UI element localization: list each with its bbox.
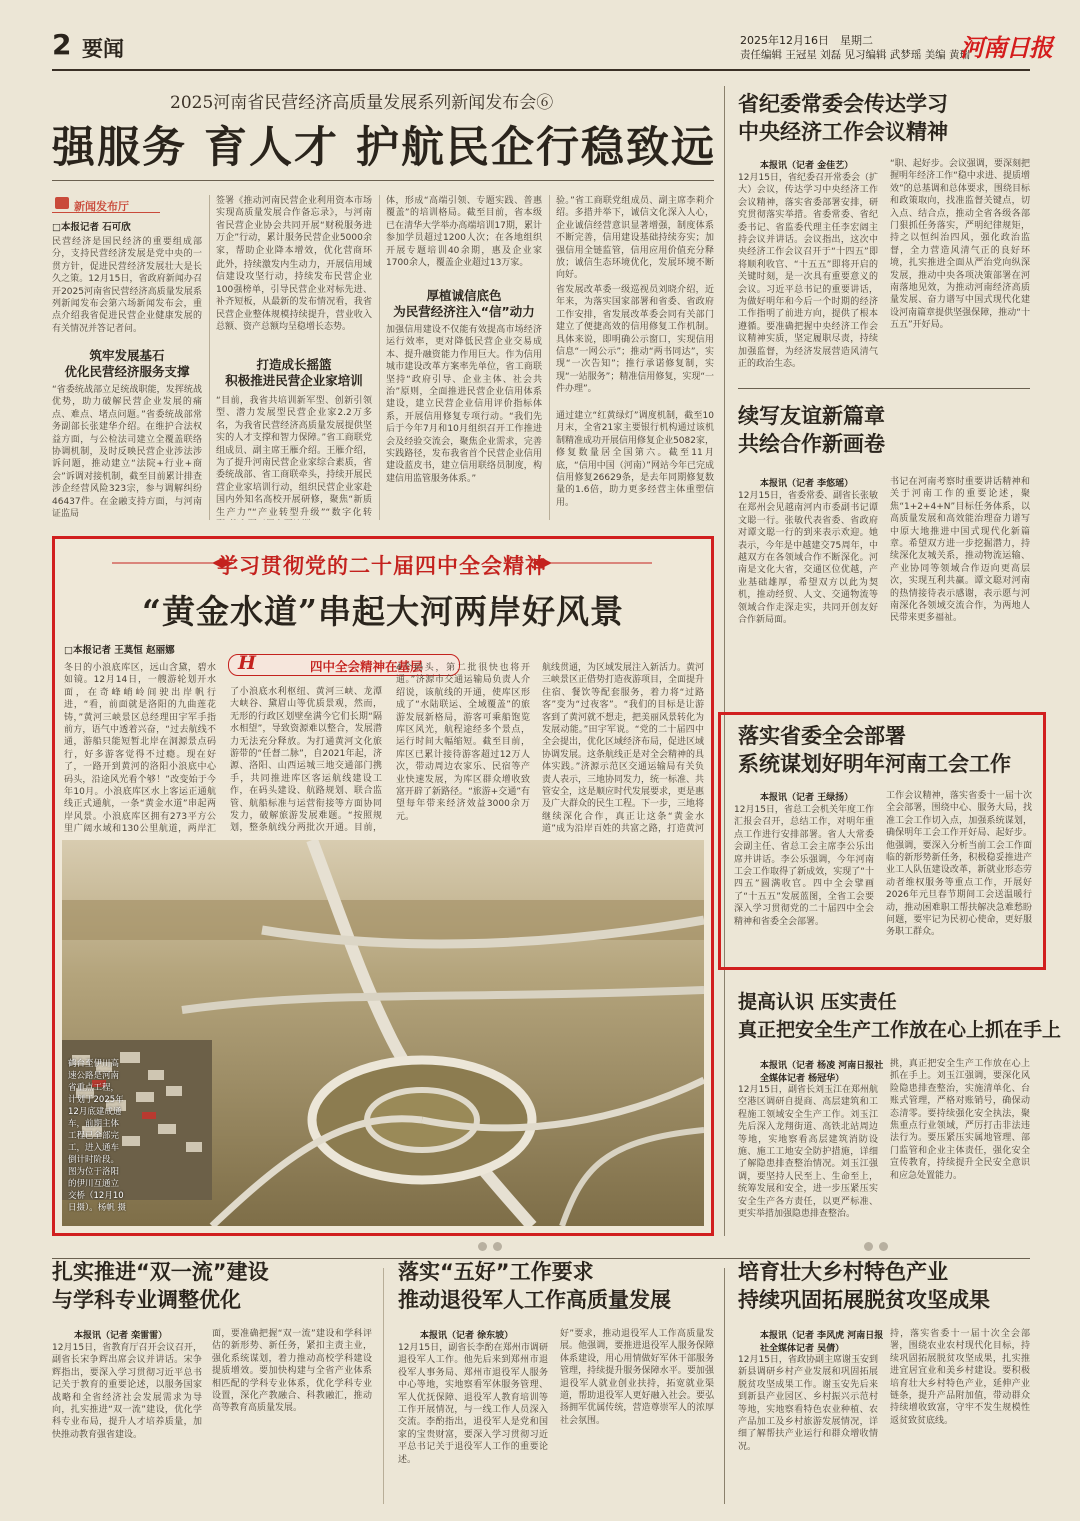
story4-col2: 挑，真正把安全生产工作放在心上抓在手上。刘玉江强调，要深化风险隐患排查整治，实施清单化、台账式管理，严格对账销号，确保动态清零。要持续强化安全执法，聚焦重点行业领域，严厉打击非法违法行为。要压紧压实属地管理、部门监管和企业主体责任，强化安全宣传教育，持续提升全民安全意识和应急处置能力。: [890, 1059, 1030, 1181]
lead-col3-para2: 加强信用建设不仅能有效提高市场经济运行效率，更对降低民营企业交易成本、提升融资能力作用巨大。作为信用城市建设改革方案率先单位，省工商联坚持“政府引导、企业主体、社会共治”原则，全面推进民营企业信用体系建设，建立民营企业信用评价指标体系，开展信用修复专项行动。“我们先后于今年7月和10月组织召开工作推进会及经验交流会，聚焦企业需求，完善实践路径，发布我省首个民营企业信用建设蓝皮书，建立信用联络员制度，构建信用监管服务体系。”: [386, 325, 542, 484]
page-dots-feature: [478, 1242, 502, 1251]
story3-byline: 本报讯（记者 王绿扬）: [760, 793, 854, 803]
page-dot: [864, 1242, 873, 1251]
lead-col2-para1: 签署《推动河南民营企业利用资本市场实现高质量发展合作备忘录》，与河南省民营企业协会共同开展“财税服务进万企”行动，累计服务民营企业5000余家，帮助企业降本增效，优化营商环: [216, 196, 372, 256]
story3-col2: 工作会议精神，落实省委十一届十次全会部署，围绕中心、服务大局，找准工会工作切入点，加强系统谋划，确保明年工会工作开好局、起好步。他强调，要深入分析当前工会工作面临的新形势新任务，积极稳妥推进产业工人队伍建设改革，新就业形态劳动者维权服务等重点工作，开展好2026年元旦春节期间工会送温暖行动，推动困难职工帮扶解决急难愁盼问题，要牢记为民初心使命，更好服务职工群众。: [886, 791, 1032, 938]
newspaper-logo: 河南日报: [960, 33, 1052, 62]
interchange-aerial-photo: [62, 840, 704, 1226]
section-name: 要闻: [82, 37, 124, 61]
story2-byline: 本报讯（记者 李悠瑶）: [760, 479, 854, 489]
lead-col1-para1: 民营经济是国民经济的重要组成部分，支持民营经济发展是党中央的一贯方针，促进民营经济发展壮大是长久之策。12月15日，省政府新闻办召开2025河南省民营经济高质量发展系列新闻发布会第六场新闻发布会，重点介绍我省促进民营企业健康发展的有关情况并答记者问。: [52, 237, 202, 334]
column-divider: [379, 195, 380, 520]
lead-col2-para3: “目前，我省共培训新军型、创新引领型、潜力发展型民营企业家2.2万多名，为我省民营经济高质量发展提供坚实的人才支撑和智力保障。”省工商联党组成员、副主席王雁介绍。王雁介绍，为了提升河南民营企业家综合素质，省委统战部、省工商联牵头，持续开展民营企业家培训行动，组织民营企业家赴国内外知名高校开展研修，聚焦“新质生产力”“产业转型升级”“数字化转: [216, 396, 372, 518]
feature-col1: 冬日的小浪底库区，远山含黛，碧水如镜。12月14日，一艘游轮划开水面，在奇峰峭岭间驶出岸帆行进，“看，前面就是洛阳的九曲莲花铸，”黄河三峡景区总经理田宇军手指前方，语气中透着兴奋，“过去航线不通，游船只能短暂北岸在洞源景点码行，好多游客觉得不过瘾。现在好了，一路开到黄河的洛阳小浪底中心码头，沿途风光看个够！”改变始于今年10月。小浪底库区水上客运正通航线正式通航，一条“黄金水道”串起两岸风景。小浪底库区拥有273平方公里广阔水域和130公里航道，两岸汇: [64, 663, 216, 834]
bottom3-col1: 12月15日，省政协副主席谢玉安到新县调研乡村产业发展和巩固拓展脱贫攻坚成果工作。谢玉安先后来到新县产业园区、乡村振兴示范村等地，实地察看特色农业种植、农产品加工及乡村旅游发展情况，详细了解帮扶产业运行和群众增收情况。: [738, 1355, 878, 1452]
story-separator: [738, 388, 1030, 389]
page-dot: [478, 1242, 487, 1251]
masthead-rule: [52, 69, 1030, 71]
lead-col1-subhead: 筑牢发展基石 优化民营经济服务支撑: [64, 348, 190, 379]
lead-col4-para3: 通过建立“红黄绿灯”调度机制，截至10月末，全省21家主要银行机构通过该机制精准成功开展信用修复企业5082家，修复数量居全国第六。截至11月底，“信用中国（河南）”网站今年已完成信用修复26629条，是去年同期修复数量的1.6倍，助力更多经营主体重塑信用。: [556, 411, 714, 508]
lead-headline[interactable]: 强服务 育人才 护航民企行稳致远: [52, 123, 716, 173]
page-dot: [493, 1242, 502, 1251]
bottom2-col1: 12月15日，副省长李酌在郑州市调研退役军人工作。他先后来到郑州市退役军人事务局、郑州市退役军人服务中心等地，实地察看军休服务管理、军人优抚保障、退役军人教育培训等工作开展情况，与一线工作人员深入交流。李酌指出，退役军人是党和国家的宝贵财富，要深入学习贯彻习近平总书记关于退役军人工作的重要论述。: [398, 1343, 548, 1465]
bottom3-byline: 本报讯（记者 李风虎 河南日报社全媒体记者 吴倩）: [760, 1331, 884, 1354]
story3-col1: 12月15日，省总工会机关年度工作汇报会召开，总结工作，对明年重点工作进行安排部署。省人大常委会副主任、省总工会主席李公乐出席并讲话。李公乐强调，今年河南工会工作取得了新成效，实现了“十四五”圆满收官。四中全会擘画了“十五五”发展蓝图，全省工会要深入学习贯彻党的二十届四中全会精神和省委全会部署。: [734, 805, 874, 927]
column-divider: [549, 195, 550, 520]
issue-date: 2025年12月16日 星期二: [740, 34, 873, 47]
photo-caption: 鹤台至伊川高速公路是河南省重点工程，计划于2025年12月底建成通车，前期主体工程已全部完工，进入通车倒计时阶段。图为位于洛阳的伊川互通立交桥（12月10日摄）。杨帆 摄: [68, 1059, 126, 1213]
lead-kicker[interactable]: 2025河南省民营经济高质量发展系列新闻发布会⑥: [170, 93, 554, 113]
bottom1-headline[interactable]: 扎实推进“双一流”建设 与学科专业调整优化: [52, 1260, 269, 1312]
press-room-label: 新闻发布厅: [52, 195, 160, 213]
lead-col2-subhead: 打造成长摇篮 积极推进民营企业家培训: [225, 357, 363, 388]
story2-col2: 书记在河南考察时重要讲话精神和关于河南工作的重要论述，聚焦“1+2+4+N”目标任务体系，以高质量发展和高效能治理奋力谱写中原大地推进中国式现代化新篇章。希望双方进一步挖掘潜力，持续深化友城关系，推动物流运输、产业协同等领域合作迈向更高层次，实现互利共赢。谭文聪对河南的热情接待表示感谢，表示愿与河南深化各领域交流合作，为两地人民带来更多福祉。: [890, 477, 1030, 624]
story1-col2: “职、起好步。会议强调，要深刻把握明年经济工作“稳中求进、提质增效”的总基调和总体要求，围绕目标和政策取向，找准监督关键点，切入点、结合点，推动全省各级各部门狠抓任务落实，严明纪律规矩，持之以恒纠治四风，强化政治监督，全力营造风清气正的良好环境，扎实推进全面从严治党向纵深发展，推动中央各项决策部署在河南落地见效，为推动河南经济高质量发展、奋力谱写中国式现代化建设河南篇章提供坚强保障，推动“十五五”开好局。: [890, 159, 1030, 331]
page-number: 2: [52, 28, 72, 61]
column-divider: [724, 1268, 725, 1504]
right-column-divider: [724, 86, 725, 1236]
feature-tag-text: 四中全会精神在基层: [310, 659, 423, 674]
lead-col2-para2: 此外，持续激发内生动力，开展信用域信建设攻坚行动，持续发布民营企业100强榜单，引导民营企业对标先进、补齐短板，从最新的发布情况看，我省民营企业整体规模持续提升，营业收入总额、资产总额均呈稳增长态势。: [216, 260, 372, 333]
editor-credits: 责任编辑 王冠星 刘磊 见习编辑 武梦瑶 美编 黄瑞: [740, 49, 971, 61]
feature-col3: 4个码头，第二批很快也将开通。”济源市交通运输局负责人介绍说，该航线的开通，使库区形成了“水陆联运、全域覆盖”的旅游发展新格局，游客可乘船饱览库区风光，航程途经多个景点，运行时间大幅缩短。截至目前，库区已累计接待游客超过12万人次，带动周边农家乐、民宿等产业快速发展，为库区群众增收致富开辟了新路径。“旅游+交通”有望每年带来经济效益3000余万元。: [396, 663, 530, 822]
lead-col3-subhead: 厚植诚信底色 为民营经济注入“信”动力: [393, 288, 535, 319]
lead-rule: [52, 180, 714, 181]
lead-col1-para2: “省委统战部立足统战职能，发挥统战优势，助力破解民营企业发展的痛点、难点、堵点问题。”省委统战部常务副部长张建华介绍。在维护合法权益方面，与公检法司建立全覆盖联络协调机制，及时反映民营企业涉法涉诉问题，推动建立“法院+行业+商会”诉调对接机制，截至目前累计排查涉企经营风险323宗，参与调解纠纷46437件。在金融支持方面，与河南证监局: [52, 385, 202, 520]
story1-headline[interactable]: 省纪委常委会传达学习 中央经济工作会议精神: [738, 92, 948, 144]
bottom1-byline: 本报讯（记者 栾雷雷）: [74, 1331, 168, 1341]
lead-byline: □本报记者 石可欣: [52, 222, 131, 233]
page-dot: [879, 1242, 888, 1251]
feature-byline: □本报记者 王莫恒 赵丽娜: [64, 645, 175, 656]
bottom2-col2: 好”要求，推动退役军人工作高质量发展。他强调，要推进退役军人服务保障体系建设，用心用情做好军休干部服务管理，持续提升服务保障水平。要加强退役军人就业创业扶持，拓宽就业渠道，帮助退役军人更好融入社会。要弘扬拥军优属传统，营造尊崇军人的浓厚社会氛围。: [560, 1329, 714, 1426]
story4-col1: 12月15日，副省长刘玉江在郑州航空港区调研自提商、高层建筑和工程施工领域安全生产工作。刘玉江先后深入龙翔街道、高铁北站周边等地，实地察看高层建筑消防设施、施工工地安全防护措施，详细了解隐患排查整治情况。刘玉江强调，要坚持人民至上、生命至上，统筹发展和安全，进一步压紧压实安全生产各方责任，以更严标准、更实举措加强隐患排查整治。: [738, 1085, 878, 1220]
lead-col4-para1: 验。”省工商联党组成员、副主席李莉介绍。多措并举下，诚信文化深入人心，企业诚信经营意识显著增强，制度体系不断完善，信用建设基础持续夯实；加强信用全链监管，信用应用价值充分释放；诚信生态环境优化，发展环境不断向好。: [556, 196, 714, 281]
bottom1-col2: 面，要准确把握“双一流”建设和学科评估的新形势、新任务，紧扣主责主业，强化系统谋划，着力推动高校学科建设提质增效。要加快构建与全省产业体系相匹配的学科专业体系，优化学科专业设置，深化产教融合、科教融汇，推动高等教育高质量发展。: [212, 1329, 372, 1414]
feature-headline[interactable]: “黄金水道”串起大河两岸好风景: [142, 592, 624, 631]
story4-byline: 本报讯（记者 杨凌 河南日报社全媒体记者 杨冠华）: [760, 1061, 884, 1084]
feature-banner-text: 学习贯彻党的二十届四中全会精神: [217, 553, 547, 578]
story4-headline[interactable]: 提高认识 压实责任 真正把安全生产工作放在心上抓在手上: [738, 991, 1062, 1041]
feature-col4: 航线贯通，为区域发展注入新活力。黄河三峡景区正借势打造夜游项目，全面提升住宿、餐饮等配套服务，着力将“过路客”变为“过夜客”。“我们的目标是让游客到了黄河就不想走，把美丽风景转化为发展动能。”田宇军说。“党的二十届四中全会提出，优化区域经济布局，促进区域协调发展。这条航线正是对全会精神的具体实践。”济源示范区交通运输局有关负责人表示，三地协同发力，统一标准、共管安全，这是顺应时代发展要求，更是惠及广大群众的民生工程。下一步，三地将继续深化合作，真正让这条“黄金水道”成为沿岸百姓的共富之路，打造黄河: [542, 663, 704, 834]
story1-col1: 12月15日，省纪委召开常委会（扩大）会议，传达学习中央经济工作会议精神，落实省委部署安排，研究贯彻落实举措。省委常委、省纪委书记、省监委代理主任李宏阔主持会议并讲话。会议指出，这次中央经济工作会议召开于“十四五”即将顺利收官、“十五五”即将开启的关键时刻，是一次具有重要意义的会议。习近平总书记的重要讲话，为做好明年和今后一个时期的经济工作指明了前进方向，提供了根本遵循。要准确把握中央经济工作会议精神实质，坚定履职尽责，持续加强监督，为经济发展营造风清气正的政治生态。: [738, 173, 878, 370]
story1-byline: 本报讯（记者 金佳艺）: [760, 161, 854, 171]
bottom3-col2: 持，落实省委十一届十次全会部署，围绕农业农村现代化目标，持续巩固拓展脱贫攻坚成果，扎实推进宜居宜业和美乡村建设。要积极培育壮大乡村特色产业，延伸产业链条，提升产品附加值，带动群众持续增收致富，守牢不发生规模性返贫致贫底线。: [890, 1329, 1030, 1426]
column-divider: [209, 195, 210, 520]
feature-tag-letter: H: [238, 652, 256, 674]
lead-col4-para2: 省发展改革委一级巡视员刘晓介绍，近年来，为落实国家部署和省委、省政府工作安排，省发展改革委会同有关部门建立了便捷高效的信用修复工作机制。具体来说，即明确公示窗口，实现信用信息“一网公示”；推动“两书同达”，实现“一次告知”；推行承诺修复制，实现“一站服务”；精准信用修复，实现“一件办理”。: [556, 285, 714, 395]
story2-col1: 12月15日，省委常委、副省长张敏在郑州会见越南河内市委副书记谭文聪一行。张敏代表省委、省政府对谭文聪一行的到来表示欢迎。她表示，今年是中越建交75周年，中越双方在各领域合作不断深化。河南是文化大省，交通区位优越，产业基础雄厚，希望双方以此为契机，推动经贸、人文、交通物流等领域合作走深走实，共同开创友好合作新局面。: [738, 491, 878, 626]
story3-headline[interactable]: 落实省委全会部署 系统谋划好明年河南工会工作: [738, 724, 1011, 776]
page-dots-right: [864, 1242, 888, 1251]
feature-col2: 了小浪底水利枢纽、黄河三峡、龙潭大峡谷、黛眉山等优质景观，然而，无形的行政区划壁垒满今它们长期“隔水相望”，导致资源难以整合，发展潜力无法充分释放。为打通黄河文化旅游带的“任督二脉”，自2021年起，济源、洛阳、山西运城三地交通部门携手，共同推进库区客运航线建设工作，在码头建设、航路规划、联合监管、航船标准与运营衔接等方面协同发力，破解旅游发展难题。“按照规划，整条航线分两批次开通。目前，: [230, 687, 382, 834]
lead-col3-para1: 体，形成“高端引领、专题实践、普惠覆盖”的培训格局。截至目前，省本级已在清华大学举办高端培训17期，累计参加学员超过1200人次；在各地组织开展专题培训40余期，惠及企业家1700余人，覆盖企业超过13万家。: [386, 196, 542, 269]
bottom2-headline[interactable]: 落实“五好”工作要求 推动退役军人工作高质量发展: [398, 1260, 671, 1312]
bottom3-headline[interactable]: 培育壮大乡村特色产业 持续巩固拓展脱贫攻坚成果: [738, 1260, 990, 1312]
story2-headline[interactable]: 续写友谊新篇章 共绘合作新画卷: [738, 404, 885, 456]
bottom2-byline: 本报讯（记者 徐东坡）: [420, 1331, 514, 1341]
column-divider: [383, 1268, 384, 1504]
bottom1-col1: 12月15日，省教育厅召开会议召开，副省长宋争辉出席会议并讲话。宋争辉指出，要深入学习贯彻习近平总书记关于教育的重要论述，以服务国家战略和全省经济社会发展需求为导向，扎实推进“双一流”建设，优化学科专业布局，提升人才培养质量，加快推动教育强省建设。: [52, 1343, 202, 1440]
